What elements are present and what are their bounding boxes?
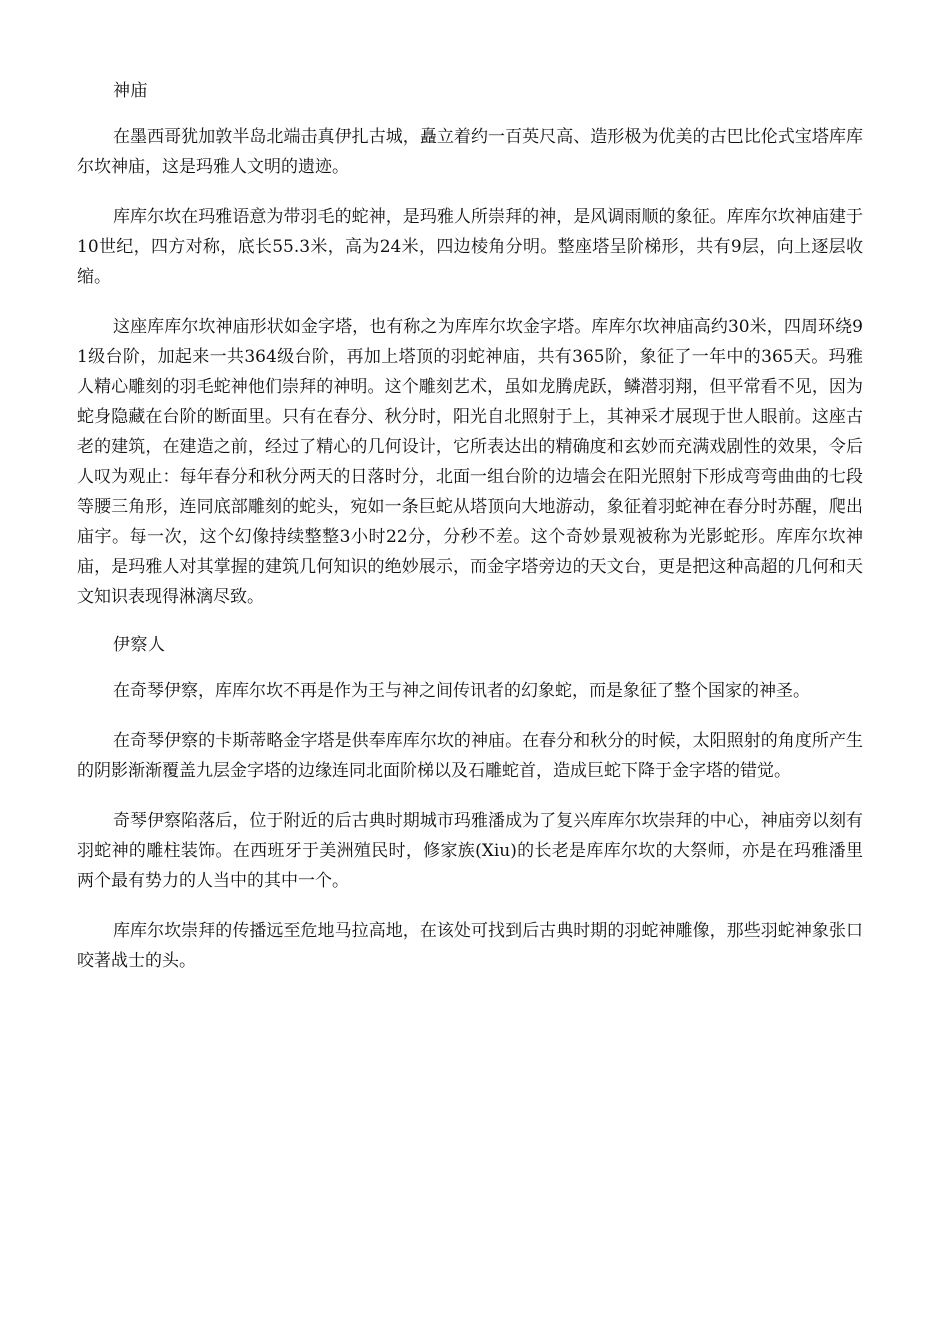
paragraph: 奇琴伊察陷落后，位于附近的后古典时期城市玛雅潘成为了复兴库库尔坎崇拜的中心，神庙旁以刻有羽蛇神的雕柱装饰。在西班牙于美洲殖民时，修家族(Xiu)的长老是库库尔坎的大祭师，亦是在玛雅潘里两个最有势力的人当中的其中一个。 (77, 811, 863, 891)
section-heading-itza: 伊察人 (113, 635, 166, 655)
paragraph: 这座库库尔坎神庙形状如金字塔，也有称之为库库尔坎金字塔。库库尔坎神庙高约30米，四周环绕91级台阶，加起来一共364级台阶，再加上塔顶的羽蛇神庙，共有365阶，象征了一年中的365天。玛雅人精心雕刻的羽毛蛇神他们崇拜的神明。这个雕刻艺术，虽如龙腾虎跃，鳞潜羽翔，但平常看不见，因为蛇身隐藏在台阶的断面里。只有在春分、秋分时，阳光自北照射于上，其神采才展现于世人眼前。这座古老的建筑，在建造之前，经过了精心的几何设计，它所表达出的精确度和玄妙而充满戏剧性的效果，令后人叹为观止：每年春分和秋分两天的日落时分，北面一组台阶的边墙会在阳光照射下形成弯弯曲曲的七段等腰三角形，连同底部雕刻的蛇头，宛如一条巨蛇从塔顶向大地游动，象征着羽蛇神在春分时苏醒，爬出庙宇。每一次，这个幻像持续整整3小时22分，分秒不差。这个奇妙景观被称为光影蛇形。库库尔坎神庙，是玛雅人对其掌握的建筑几何知识的绝妙展示，而金字塔旁边的天文台，更是把这种高超的几何和天文知识表现得淋漓尽致。 (77, 317, 863, 607)
document-body (77, 78, 863, 996)
paragraph: 库库尔坎在玛雅语意为带羽毛的蛇神，是玛雅人所崇拜的神，是风调雨顺的象征。库库尔坎神庙建于10世纪，四方对称，底长55.3米，高为24米，四边棱角分明。整座塔呈阶梯形，共有9层，向上逐层收缩。 (77, 207, 863, 287)
paragraph: 在奇琴伊察，库库尔坎不再是作为王与神之间传讯者的幻象蛇，而是象征了整个国家的神圣。 (113, 681, 810, 701)
paragraph: 库库尔坎崇拜的传播远至危地马拉高地，在该处可找到后古典时期的羽蛇神雕像，那些羽蛇神象张口咬著战士的头。 (77, 921, 863, 971)
paragraph: 在奇琴伊察的卡斯蒂略金字塔是供奉库库尔坎的神庙。在春分和秋分的时候，太阳照射的角度所产生的阴影渐渐覆盖九层金字塔的边缘连同北面阶梯以及石雕蛇首，造成巨蛇下降于金字塔的错觉。 (77, 731, 863, 781)
paragraph: 在墨西哥犹加敦半岛北端击真伊扎古城，矗立着约一百英尺高、造形极为优美的古巴比伦式宝塔库库尔坎神庙，这是玛雅人文明的遗迹。 (77, 127, 863, 177)
section-heading-temple: 神庙 (113, 81, 148, 101)
